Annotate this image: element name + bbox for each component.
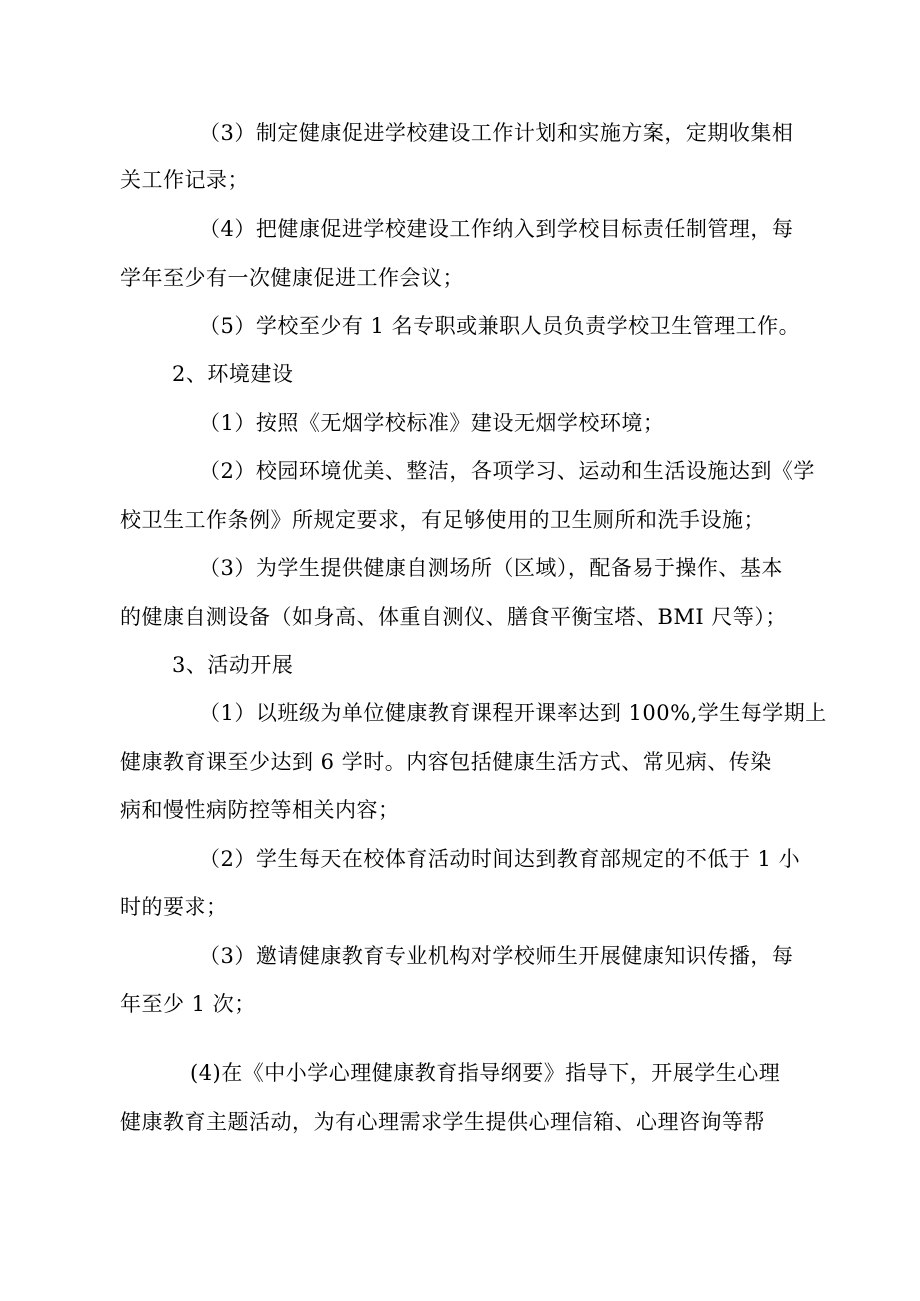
paragraph-3-line-2: 关工作记录； bbox=[120, 168, 249, 192]
env-item-3-line-2: 的健康自测设备（如身高、体重自测仪、膳食平衡宝塔、BMI 尺等）； bbox=[120, 605, 787, 629]
act-item-4-line-2: 健康教育主题活动，为有心理需求学生提供心理信箱、心理咨询等帮 bbox=[120, 1110, 765, 1134]
section-heading-environment: 2、环境建设 bbox=[172, 362, 294, 386]
act-item-3-line-1: （3）邀请健康教育专业机构对学校师生开展健康知识传播，每 bbox=[199, 944, 794, 968]
act-item-1-line-1: （1）以班级为单位健康教育课程开课率达到 100%,学生每学期上 bbox=[199, 701, 827, 725]
paragraph-4-line-1: （4）把健康促进学校建设工作纳入到学校目标责任制管理，每 bbox=[199, 217, 794, 241]
act-item-1-line-3: 病和慢性病防控等相关内容； bbox=[120, 798, 400, 822]
act-item-2-line-2: 时的要求； bbox=[120, 895, 228, 919]
env-item-2-line-1: （2）校园环境优美、整洁，各项学习、运动和生活设施达到《学 bbox=[199, 459, 815, 483]
paragraph-4-line-2: 学年至少有一次健康促进工作会议； bbox=[120, 266, 464, 290]
act-item-1-line-2: 健康教育课至少达到 6 学时。内容包括健康生活方式、常见病、传染 bbox=[120, 750, 772, 774]
env-item-3-line-1: （3）为学生提供健康自测场所（区域），配备易于操作、基本 bbox=[199, 556, 783, 580]
paragraph-3-line-1: （3）制定健康促进学校建设工作计划和实施方案，定期收集相 bbox=[199, 121, 794, 145]
paragraph-5-line-1: （5）学校至少有 1 名专职或兼职人员负责学校卫生管理工作。 bbox=[199, 314, 801, 338]
env-item-2-line-2: 校卫生工作条例》所规定要求，有足够使用的卫生厕所和洗手设施； bbox=[120, 508, 765, 532]
act-item-4-line-1: (4)在《中小学心理健康教育指导纲要》指导下，开展学生心理 bbox=[190, 1061, 781, 1085]
act-item-3-line-2: 年至少 1 次； bbox=[120, 992, 256, 1016]
env-item-1-line-1: （1）按照《无烟学校标准》建设无烟学校环境； bbox=[199, 411, 665, 435]
act-item-2-line-1: （2）学生每天在校体育活动时间达到教育部规定的不低于 1 小 bbox=[199, 847, 801, 871]
section-heading-activities: 3、活动开展 bbox=[172, 653, 294, 677]
